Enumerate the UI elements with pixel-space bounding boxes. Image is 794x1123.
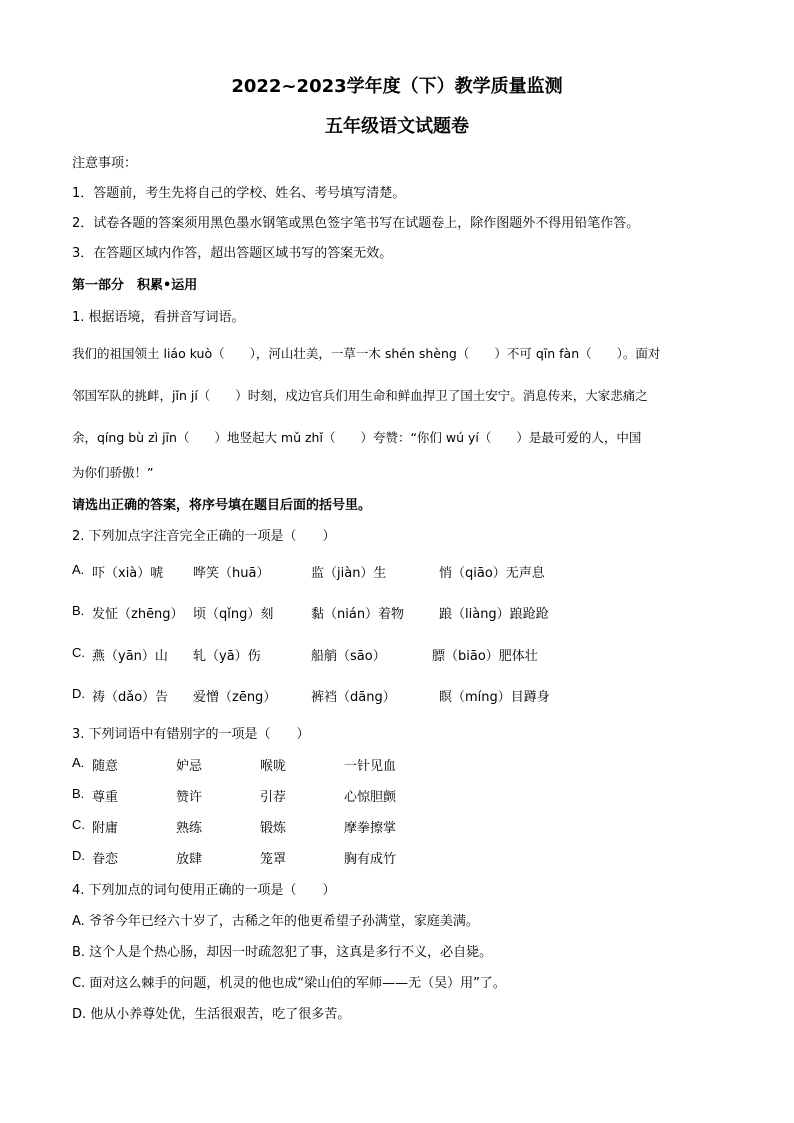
- option-label: B.: [72, 786, 85, 801]
- option-label: D.: [72, 848, 85, 863]
- option-line: B. 这个人是个热心肠，却因一时疏忽犯了事，这真是多行不义，必自毙。: [72, 945, 493, 960]
- option-item: 祷（dǎo）告: [92, 690, 169, 705]
- option-item: 锻炼: [260, 821, 287, 836]
- option-label: A.: [72, 562, 85, 577]
- option-item: 踉（liàng）踉跄跄: [439, 607, 549, 622]
- option-item: 哗笑（huā）: [193, 566, 270, 581]
- option-item: 发怔（zhēng）: [92, 607, 184, 622]
- option-item: 眷恋: [92, 852, 119, 867]
- option-label: C.: [72, 817, 85, 832]
- exam-subtitle: 五年级语文试题卷: [325, 116, 469, 137]
- option-item: 妒忌: [176, 759, 203, 774]
- option-item: 附庸: [92, 821, 119, 836]
- option-item: 喉咙: [260, 759, 287, 774]
- question-stem: 3. 下列词语中有错别字的一项是（ ）: [72, 727, 310, 742]
- part-heading: 第一部分 积累•运用: [72, 278, 198, 293]
- option-item: 放肆: [176, 852, 203, 867]
- option-item: 熟练: [176, 821, 203, 836]
- option-item: 裤裆（dāng）: [311, 690, 396, 705]
- option-item: 一针见血: [344, 759, 397, 774]
- option-item: 顷（qǐng）刻: [193, 607, 274, 622]
- option-item: 燕（yān）山: [92, 649, 168, 664]
- option-item: 赞许: [176, 790, 203, 805]
- option-item: 监（jiàn）生: [311, 566, 387, 581]
- passage-line: 为你们骄傲！”: [72, 465, 154, 480]
- option-item: 胸有成竹: [344, 852, 397, 867]
- note-item: 2．试卷各题的答案须用黑色墨水钢笔或黑色签字笔书写在试题卷上，除作图题外不得用铅笔作答。: [72, 216, 640, 231]
- option-item: 引荐: [260, 790, 287, 805]
- option-item: 随意: [92, 759, 119, 774]
- exam-title: 2022~2023学年度（下）教学质量监测: [231, 76, 563, 97]
- option-item: 瞑（míng）目蹲身: [439, 690, 550, 705]
- option-item: 轧（yā）伤: [193, 649, 261, 664]
- note-item: 1．答题前，考生先将自己的学校、姓名、考号填写清楚。: [72, 186, 406, 201]
- section-instruction: 请选出正确的答案，将序号填在题目后面的括号里。: [72, 498, 372, 513]
- option-label: B.: [72, 603, 85, 618]
- option-label: D.: [72, 686, 85, 701]
- option-line: A. 爷爷今年已经六十岁了，古稀之年的他更希望子孙满堂，家庭美满。: [72, 914, 479, 929]
- question-stem: 1. 根据语境，看拼音写词语。: [72, 310, 245, 325]
- option-label: A.: [72, 755, 85, 770]
- option-item: 爱憎（zēng）: [193, 690, 277, 705]
- question-stem: 2. 下列加点字注音完全正确的一项是（ ）: [72, 529, 336, 544]
- option-item: 尊重: [92, 790, 119, 805]
- note-item: 3．在答题区域内作答，超出答题区域书写的答案无效。: [72, 246, 393, 261]
- option-item: 船艄（sāo）: [311, 649, 386, 664]
- option-item: 黏（nián）着物: [311, 607, 405, 622]
- option-item: 吓（xià）唬: [92, 566, 164, 581]
- question-stem: 4. 下列加点的词句使用正确的一项是（ ）: [72, 883, 336, 898]
- option-line: C. 面对这么棘手的问题，机灵的他也成“梁山伯的军师——无（吴）用”了。: [72, 976, 506, 991]
- passage-line: 邻国军队的挑衅，jǐn jí（ ）时刻，戍边官兵们用生命和鲜血捍卫了国土安宁。消息传来，大家悲痛之: [72, 388, 648, 403]
- notes-heading: 注意事项：: [72, 156, 138, 171]
- option-line: D. 他从小养尊处优，生活很艰苦，吃了很多苦。: [72, 1007, 351, 1022]
- passage-line: 余，qíng bù zì jīn（ ）地竖起大 mǔ zhǐ（ ）夸赞：“你们 wú yí（ ）是最可爱的人，中国: [72, 430, 642, 445]
- option-label: C.: [72, 645, 85, 660]
- option-item: 膘（biāo）肥体壮: [432, 649, 538, 664]
- option-item: 悄（qiāo）无声息: [439, 566, 545, 581]
- option-item: 笼罩: [260, 852, 287, 867]
- passage-line: 我们的祖国领土 liáo kuò（ ），河山壮美，一草一木 shén shèng（ ）不可 qīn fàn（ ）。面对: [72, 346, 661, 361]
- option-item: 心惊胆颤: [344, 790, 397, 805]
- option-item: 摩拳擦掌: [344, 821, 397, 836]
